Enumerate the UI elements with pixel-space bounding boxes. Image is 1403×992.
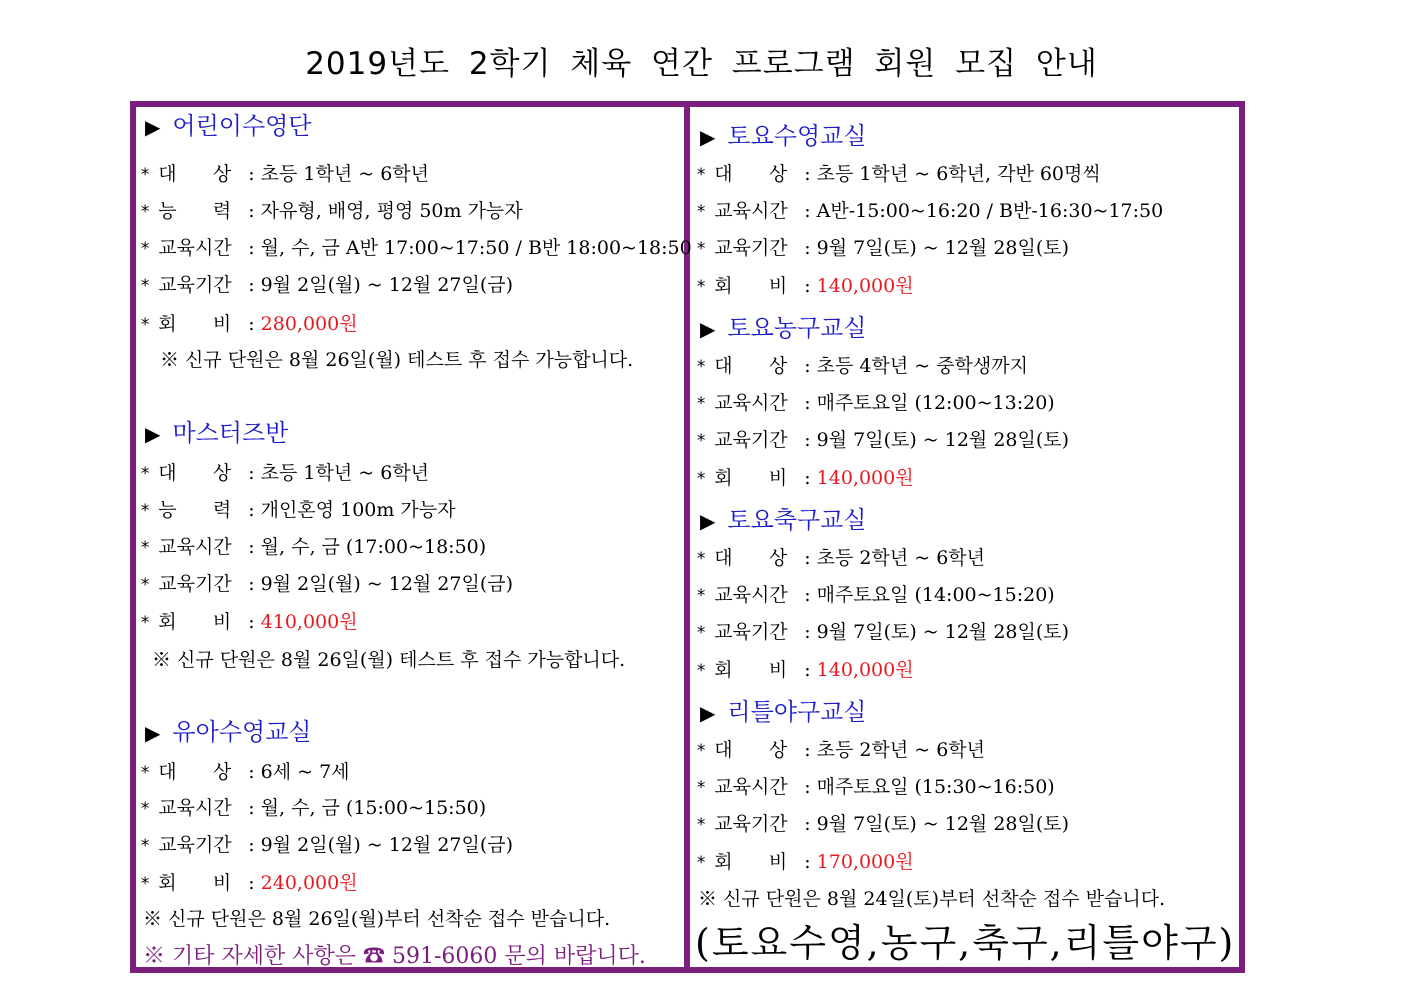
fee-value: 410,000원 [260, 611, 358, 633]
info-row: * 교육시간 : 매주토요일 (15:30~16:50) [696, 776, 1055, 798]
section-heading-kids-swim-team [145, 106, 312, 141]
info-row: * 교육시간 : 매주토요일 (12:00~13:20) [696, 392, 1055, 414]
info-row: * 교육시간 : A반-15:00~16:20 / B반-16:30~17:50 [696, 200, 1164, 222]
section-title: 어린이수영단 [172, 112, 312, 140]
info-row: * 대 상 : 6세 ~ 7세 [140, 761, 350, 783]
info-row: * 교육기간 : 9월 2일(월) ~ 12월 27일(금) [140, 274, 514, 296]
triangle-bullet-icon: ▶ [700, 125, 716, 149]
info-row: * 교육시간 : 매주토요일 (14:00~15:20) [696, 584, 1055, 606]
triangle-bullet-icon: ▶ [145, 721, 161, 745]
section-heading-toddler-swim [145, 712, 312, 747]
triangle-bullet-icon: ▶ [700, 317, 716, 341]
fee-row: * 회 비 : 140,000원 [696, 275, 914, 297]
info-row: * 능 력 : 자유형, 배영, 평영 50m 가능자 [140, 200, 523, 222]
info-row: * 대 상 : 초등 1학년 ~ 6학년 [140, 163, 429, 185]
fee-row: * 회 비 : 280,000원 [140, 313, 358, 335]
fee-value: 240,000원 [260, 872, 358, 894]
section-title: 토요농구교실 [727, 314, 867, 342]
info-row: * 교육시간 : 월, 수, 금 (17:00~18:50) [140, 536, 487, 558]
info-row: * 교육기간 : 9월 7일(토) ~ 12월 28일(토) [696, 429, 1070, 451]
info-row: * 교육기간 : 9월 7일(토) ~ 12월 28일(토) [696, 621, 1070, 643]
info-row: * 교육기간 : 9월 7일(토) ~ 12월 28일(토) [696, 237, 1070, 259]
section-title: 토요수영교실 [727, 122, 867, 150]
info-row: * 대 상 : 초등 1학년 ~ 6학년, 각반 60명씩 [696, 163, 1101, 185]
section-title: 마스터즈반 [172, 419, 289, 447]
fee-row: * 회 비 : 170,000원 [696, 851, 914, 873]
info-row: * 교육시간 : 월, 수, 금 A반 17:00~17:50 / B반 18:00~18:50 [140, 237, 692, 259]
fee-row: * 회 비 : 240,000원 [140, 872, 358, 894]
info-row: * 대 상 : 초등 4학년 ~ 중학생까지 [696, 355, 1028, 377]
section-heading-masters [145, 413, 288, 448]
section-title: 유아수영교실 [172, 718, 312, 746]
fee-row: * 회 비 : 140,000원 [696, 659, 914, 681]
triangle-bullet-icon: ▶ [700, 509, 716, 533]
page-title: 2019년도 2학기 체육 연간 프로그램 회원 모집 안내 [305, 46, 1098, 82]
info-row: * 대 상 : 초등 2학년 ~ 6학년 [696, 547, 985, 569]
info-row: * 교육기간 : 9월 2일(월) ~ 12월 27일(금) [140, 834, 514, 856]
info-row: * 교육기간 : 9월 7일(토) ~ 12월 28일(토) [696, 813, 1070, 835]
fee-row: * 회 비 : 140,000원 [696, 467, 914, 489]
fee-row: * 회 비 : 410,000원 [140, 611, 358, 633]
section-title: 토요축구교실 [727, 506, 867, 534]
program-list-note: (토요수영,농구,축구,리틀야구) [695, 921, 1236, 965]
section-note: ※ 신규 단원은 8월 26일(월) 테스트 후 접수 가능합니다. [160, 349, 634, 371]
section-heading-saturday-swim [700, 116, 867, 151]
contact-info: ※ 기타 자세한 사항은 ☎ 591-6060 문의 바랍니다. [143, 944, 646, 969]
fee-value: 170,000원 [816, 851, 914, 873]
fee-value: 140,000원 [816, 275, 914, 297]
triangle-bullet-icon: ▶ [145, 115, 161, 139]
section-heading-little-league [700, 692, 867, 727]
info-row: * 대 상 : 초등 1학년 ~ 6학년 [140, 462, 429, 484]
fee-value: 280,000원 [260, 313, 358, 335]
info-row: * 교육기간 : 9월 2일(월) ~ 12월 27일(금) [140, 573, 514, 595]
section-note: ※ 신규 단원은 8월 26일(월)부터 선착순 접수 받습니다. [143, 908, 611, 930]
triangle-bullet-icon: ▶ [700, 701, 716, 725]
fee-value: 140,000원 [816, 467, 914, 489]
section-note: ※ 신규 단원은 8월 24일(토)부터 선착순 접수 받습니다. [698, 888, 1166, 910]
section-note: ※ 신규 단원은 8월 26일(월) 테스트 후 접수 가능합니다. [152, 649, 626, 671]
info-row: * 능 력 : 개인혼영 100m 가능자 [140, 499, 456, 521]
section-title: 리틀야구교실 [727, 698, 867, 726]
info-row: * 대 상 : 초등 2학년 ~ 6학년 [696, 739, 985, 761]
triangle-bullet-icon: ▶ [145, 422, 161, 446]
section-heading-saturday-soccer [700, 500, 867, 535]
section-heading-saturday-basketball [700, 308, 867, 343]
fee-value: 140,000원 [816, 659, 914, 681]
info-row: * 교육시간 : 월, 수, 금 (15:00~15:50) [140, 797, 487, 819]
